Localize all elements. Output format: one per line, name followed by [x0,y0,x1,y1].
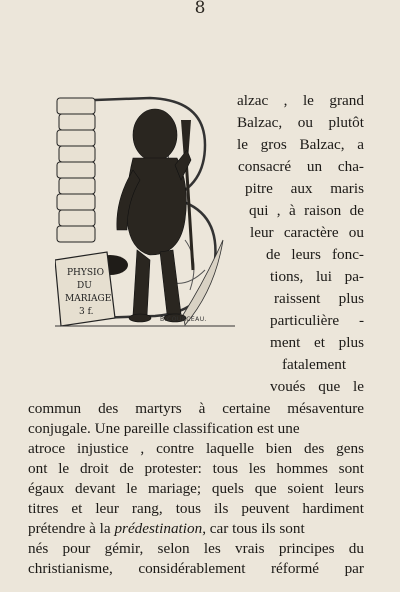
text-line: commun des martyrs à certaine mésaventure [28,400,364,417]
text-line: conjugale. Une pareille classification est une [28,420,300,437]
drop-cap-illustration [55,90,235,328]
sign-line-4: 3 f. [79,307,94,317]
text-line: nés pour gémir, selon les vrais principes du [28,540,364,557]
text-line: de leurs fonc- [266,246,364,263]
text-line: alzac , le grand [237,92,364,109]
text-segment: prétendre à la [28,520,115,537]
text-line: le gros Balzac, a [237,136,364,153]
text-line: particulière - [270,312,364,329]
text-line: consacré un cha- [238,158,364,175]
sign-line-2: DU [77,281,92,291]
engraver-signature: B.COURCEAU. [160,316,208,323]
quill-feather [183,240,223,325]
text-line: qui , à raison de [249,202,364,219]
text-line: tions, lui pa- [270,268,364,285]
text-line-with-emphasis [28,518,305,540]
text-line: égaux devant le mariage; quels que soient leurs [28,480,364,497]
text-line: pitre aux maris [245,180,364,197]
text-line: fatalement [282,356,347,373]
book-sign [55,252,115,326]
book-stack [57,98,95,242]
emphasized-word: prédestination [114,520,203,537]
text-line: ont le droit de protester: tous les hommes sont [28,460,364,477]
page-number: 8 [194,0,206,18]
sign-line-3: MARIAGE [65,294,112,304]
text-line: christianisme, considérablement réformé par [28,560,364,577]
text-line: raissent plus [274,290,364,307]
text-line: ment et plus [270,334,364,351]
balzac-engraving [55,90,235,328]
text-line: voués que le [270,378,364,395]
text-line: titres et leur rang, tous ils peuvent hardiment [28,500,364,517]
text-segment: , car tous ils sont [202,520,305,537]
text-line: leur caractère ou [250,224,364,241]
text-line: Balzac, ou plutôt [237,114,364,131]
sign-line-1: PHYSIO [67,268,104,278]
text-line: atroce injustice , contre laquelle bien des gens [28,440,364,457]
balzac-figure [117,109,191,322]
